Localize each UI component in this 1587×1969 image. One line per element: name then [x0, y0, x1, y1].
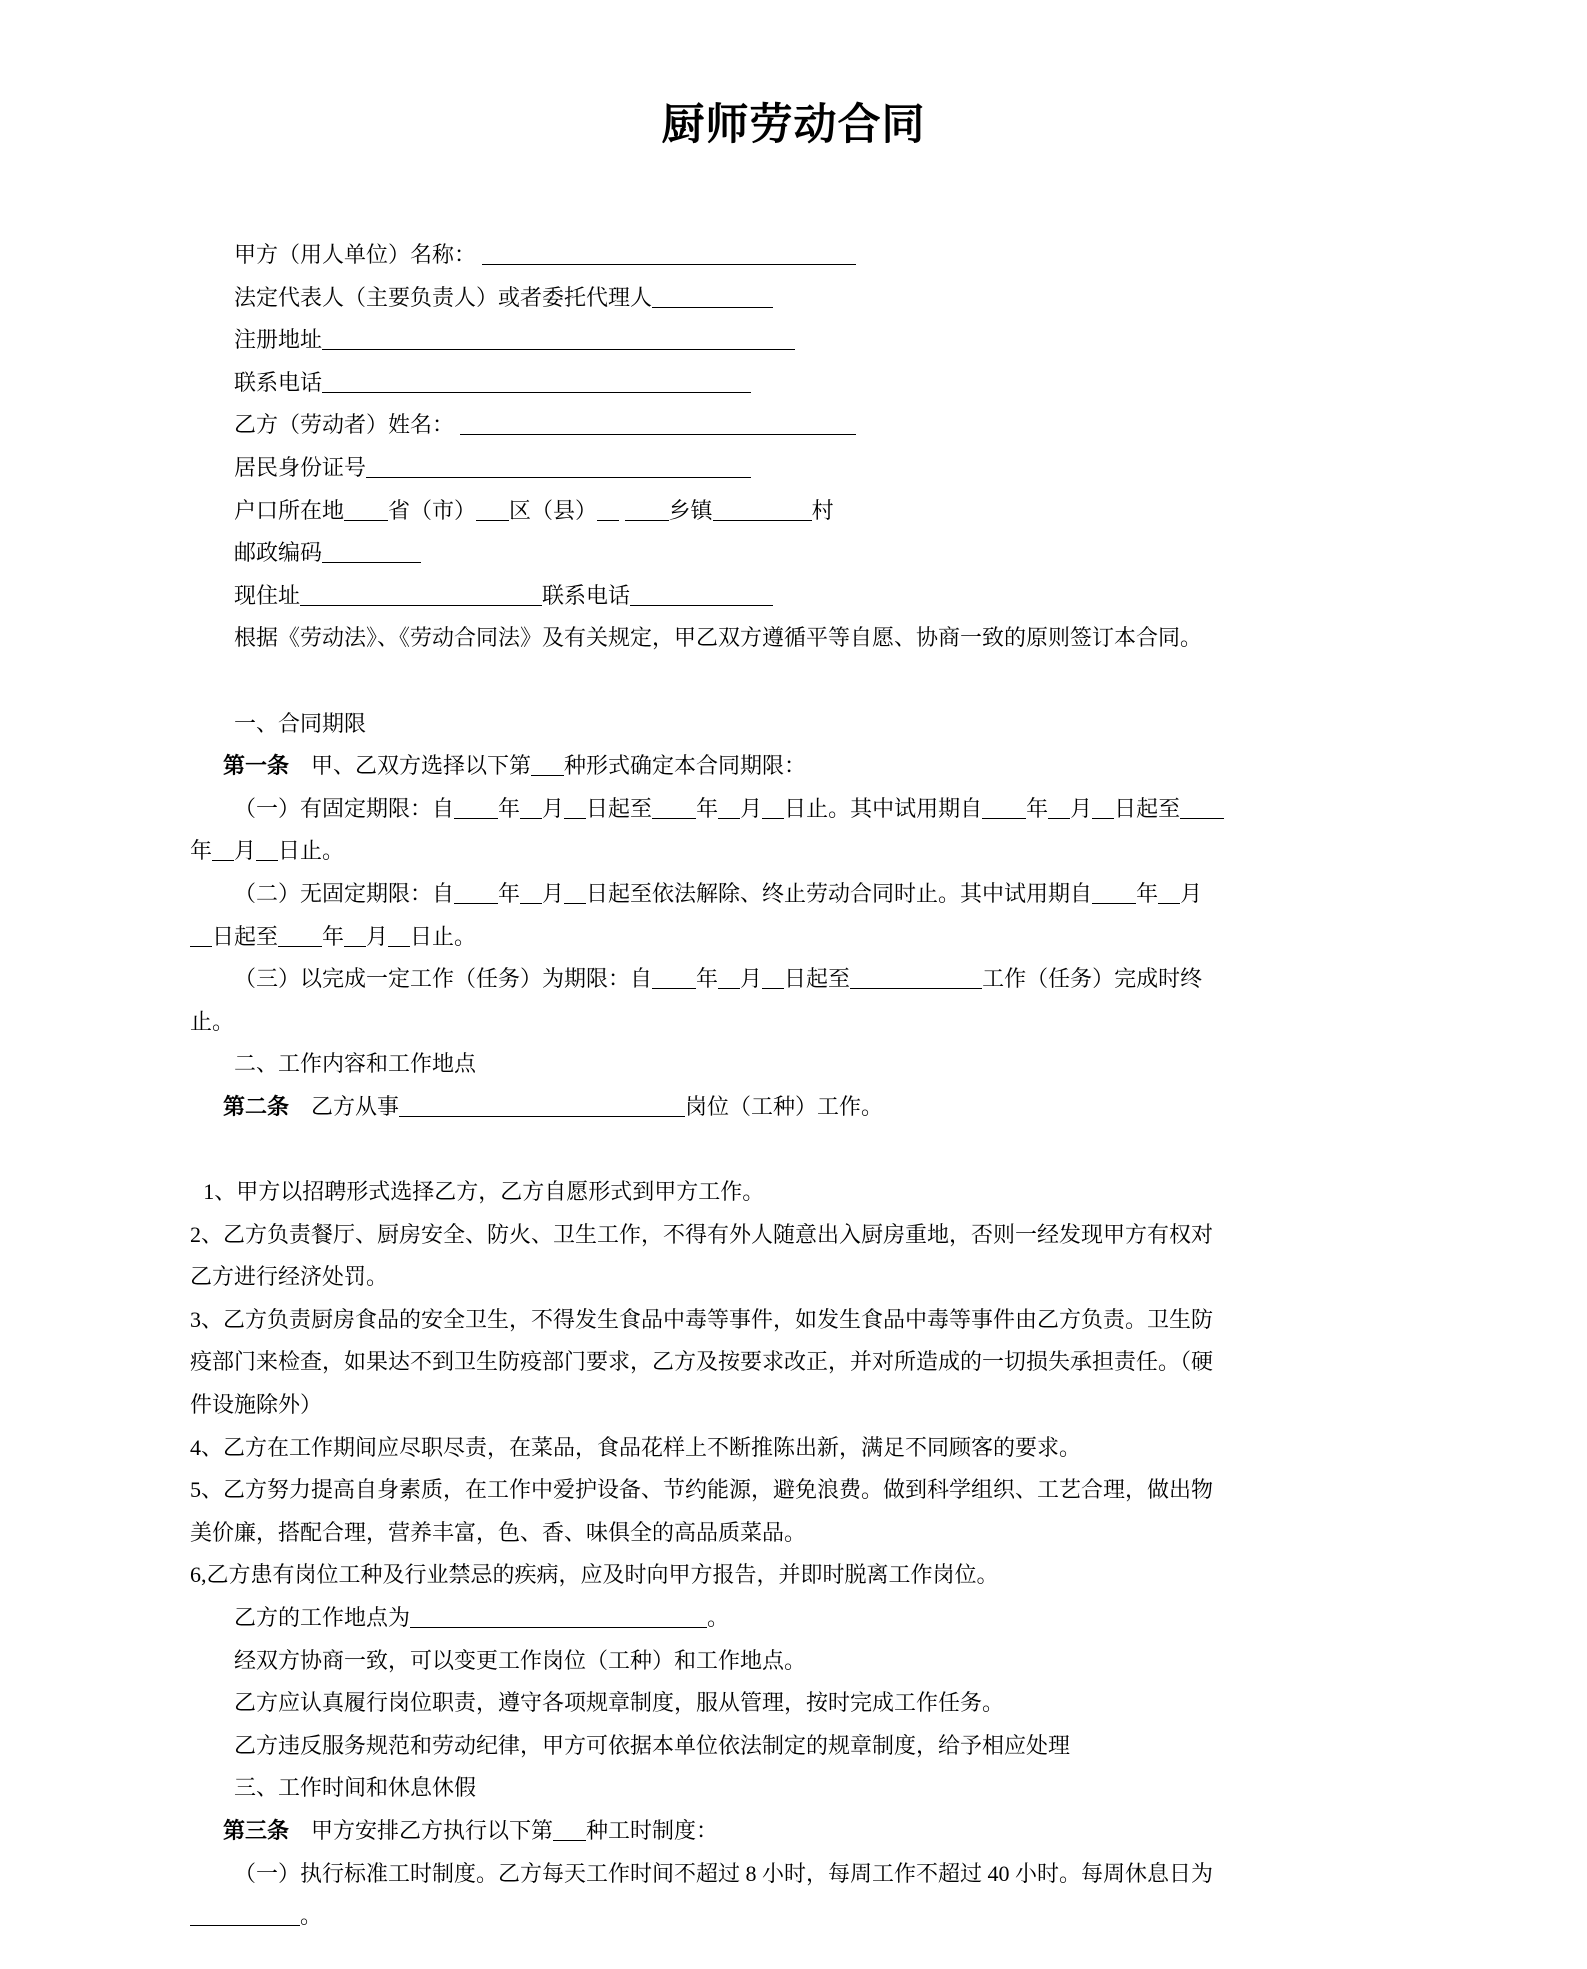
fill-in-blank-line	[1158, 884, 1180, 904]
text-run: 甲、乙双方选择以下第	[289, 753, 532, 779]
text-run: 日起至	[212, 923, 279, 949]
fill-in-blank-line	[344, 501, 388, 521]
text-run: （一）有固定期限：自	[234, 795, 455, 821]
text-run: 日止。	[410, 923, 477, 949]
text-run: 工作（任务）完成时终	[982, 966, 1203, 992]
contract-line	[190, 1256, 1397, 1299]
contract-line	[190, 234, 1397, 277]
contract-line	[190, 362, 1397, 405]
text-run: 邮政编码	[234, 540, 323, 566]
text-run: 年	[498, 795, 521, 821]
bold-text-run: 第三条	[223, 1817, 290, 1843]
text-run: 年	[1026, 795, 1049, 821]
fill-in-blank-line	[520, 799, 542, 819]
fill-in-blank-line	[597, 501, 619, 521]
fill-in-blank-line	[718, 799, 740, 819]
text-run: 年	[190, 838, 213, 864]
contract-line	[190, 788, 1397, 831]
contract-line	[190, 958, 1397, 1001]
text-run: 乙方（劳动者）姓名：	[234, 412, 460, 438]
contract-line	[190, 617, 1397, 660]
text-run: 年	[696, 966, 719, 992]
fill-in-blank-line	[278, 927, 322, 947]
fill-in-blank-line	[652, 288, 773, 308]
fill-in-blank-line	[212, 842, 234, 862]
text-run: 户口所在地	[234, 497, 345, 523]
contract-line	[190, 1512, 1397, 1555]
contract-line	[190, 1384, 1397, 1427]
contract-line	[190, 1171, 1397, 1214]
text-run: 种形式确定本合同期限：	[564, 753, 807, 779]
text-run: 乡镇	[668, 497, 713, 523]
text-run: 居民身份证号	[234, 454, 367, 480]
text-run: 根据《劳动法》、《劳动合同法》及有关规定，甲乙双方遵循平等自愿、协商一致的原则签订本合同。	[234, 625, 1203, 651]
fill-in-blank-line	[322, 543, 421, 563]
fill-in-blank-line	[410, 1608, 707, 1628]
text-run: 注册地址	[234, 327, 323, 353]
bold-text-run: 第二条	[223, 1093, 290, 1119]
contract-line	[190, 575, 1397, 618]
contract-line	[190, 1640, 1397, 1683]
contract-line	[190, 1767, 1397, 1810]
text-run: 区（县）	[509, 497, 598, 523]
text-run: 月	[740, 966, 763, 992]
fill-in-blank-line	[366, 458, 751, 478]
text-run: 现住址	[234, 582, 301, 608]
contract-line	[190, 1554, 1397, 1597]
fill-in-blank-line	[982, 799, 1026, 819]
fill-in-blank-line	[850, 969, 982, 989]
contract-line	[190, 1810, 1397, 1853]
text-run: 村	[811, 497, 834, 523]
text-run: 乙方违反服务规范和劳动纪律，甲方可依据本单位依法制定的规章制度，给予相应处理	[234, 1732, 1071, 1758]
text-run: 月	[542, 795, 565, 821]
fill-in-blank-line	[762, 799, 784, 819]
contract-line	[190, 404, 1397, 447]
fill-in-blank-line	[630, 586, 773, 606]
text-run: 二、工作内容和工作地点	[234, 1051, 477, 1077]
text-run: 月	[234, 838, 257, 864]
contract-line	[190, 1341, 1397, 1384]
contract-line	[190, 1469, 1397, 1512]
text-run: 日止。	[278, 838, 345, 864]
text-run: 月	[366, 923, 389, 949]
fill-in-blank-line	[190, 927, 212, 947]
text-run: （一）执行标准工时制度。乙方每天工作时间不超过 8 小时，每周工作不超过 40 小时。每周休息日为	[234, 1860, 1214, 1886]
fill-in-blank-line	[553, 1821, 586, 1841]
fill-in-blank-line	[190, 1906, 300, 1926]
fill-in-blank-line	[344, 927, 366, 947]
text-run: 乙方的工作地点为	[234, 1605, 411, 1630]
text-run: 6,乙方患有岗位工种及行业禁忌的疾病，应及时向甲方报告，并即时脱离工作岗位。	[190, 1562, 999, 1588]
contract-line	[190, 1043, 1397, 1086]
text-run: 疫部门来检查，如果达不到卫生防疫部门要求，乙方及按要求改正，并对所造成的一切损失承担责任。（硬	[190, 1349, 1214, 1375]
contract-lines	[190, 234, 1397, 1938]
contract-line	[190, 1853, 1397, 1896]
fill-in-blank-line	[1092, 799, 1114, 819]
contract-line	[190, 319, 1397, 362]
text-run: 止。	[190, 1008, 235, 1034]
text-run: 联系电话	[234, 369, 323, 395]
text-run: 年	[1136, 880, 1159, 906]
text-run: 5、乙方努力提高自身素质，在工作中爱护设备、节约能源，避免浪费。做到科学组织、工艺合理，做出物	[190, 1477, 1214, 1503]
contract-line	[190, 1597, 1397, 1640]
text-run: 乙方从事	[289, 1093, 400, 1119]
text-run: 日起至依法解除、终止劳动合同时止。其中试用期自	[586, 880, 1093, 906]
document-title: 厨师劳动合同	[661, 102, 926, 149]
fill-in-blank-line	[399, 1097, 685, 1117]
contract-line	[190, 1682, 1397, 1725]
fill-in-blank-line	[520, 884, 542, 904]
text-run: 日起至	[784, 966, 851, 992]
contract-line	[190, 873, 1397, 916]
contract-line	[190, 1299, 1397, 1342]
text-run: 。	[300, 1903, 323, 1929]
contract-line	[190, 1427, 1397, 1470]
text-run: 月	[1070, 795, 1093, 821]
text-run: 甲方安排乙方执行以下第	[289, 1817, 554, 1843]
contract-line	[190, 916, 1397, 959]
text-run: 乙方进行经济处罚。	[190, 1264, 389, 1290]
contract-line	[190, 1895, 1397, 1938]
text-run: 省（市）	[388, 497, 477, 523]
contract-line	[190, 447, 1397, 490]
fill-in-blank-line	[454, 799, 498, 819]
blank-line	[190, 660, 1397, 703]
text-run: 日止。其中试用期自	[784, 795, 983, 821]
text-run: 月	[1180, 880, 1203, 906]
contract-line	[190, 1214, 1397, 1257]
fill-in-blank-line	[454, 884, 498, 904]
text-run: 月	[542, 880, 565, 906]
text-run: 甲方（用人单位）名称：	[234, 242, 482, 267]
fill-in-blank-line	[625, 501, 669, 521]
fill-in-blank-line	[718, 969, 740, 989]
text-run: 件设施除外）	[190, 1392, 323, 1418]
text-run: 2、乙方负责餐厅、厨房安全、防火、卫生工作，不得有外人随意出入厨房重地，否则一经发现甲方有权对	[190, 1221, 1214, 1247]
fill-in-blank-line	[713, 501, 812, 521]
contract-line	[190, 490, 1397, 533]
fill-in-blank-line	[476, 501, 509, 521]
text-run: 法定代表人（主要负责人）或者委托代理人	[234, 284, 653, 310]
text-run: 1、甲方以招聘形式选择乙方，乙方自愿形式到甲方工作。	[203, 1179, 765, 1205]
text-run: 3、乙方负责厨房食品的安全卫生，不得发生食品中毒等事件，如发生食品中毒等事件由乙方负责。卫生防	[190, 1306, 1214, 1332]
text-run: 年	[498, 880, 521, 906]
text-run: 美价廉，搭配合理，营养丰富，色、香、味俱全的高品质菜品。	[190, 1519, 807, 1545]
contract-line	[190, 277, 1397, 320]
text-run: 年	[696, 795, 719, 821]
fill-in-blank-line	[652, 969, 696, 989]
fill-in-blank-line	[564, 799, 586, 819]
text-run: 联系电话	[542, 582, 631, 608]
fill-in-blank-line	[300, 586, 542, 606]
bold-text-run: 第一条	[223, 753, 290, 779]
fill-in-blank-line	[652, 799, 696, 819]
fill-in-blank-line	[564, 884, 586, 904]
text-run: 三、工作时间和休息休假	[234, 1775, 477, 1801]
contract-line	[190, 830, 1397, 873]
fill-in-blank-line	[460, 416, 856, 436]
contract-line	[190, 1001, 1397, 1044]
fill-in-blank-line	[388, 927, 410, 947]
text-run: 经双方协商一致，可以变更工作岗位（工种）和工作地点。	[234, 1647, 807, 1673]
text-run: 乙方应认真履行岗位职责，遵守各项规章制度，服从管理，按时完成工作任务。	[234, 1690, 1005, 1716]
text-run: （二）无固定期限：自	[234, 880, 455, 906]
text-run: 岗位（工种）工作。	[685, 1093, 884, 1119]
text-run: 月	[740, 795, 763, 821]
text-run: 4、乙方在工作期间应尽职尽责，在菜品，食品花样上不断推陈出新，满足不同顾客的要求。	[190, 1434, 1082, 1460]
contract-line	[190, 532, 1397, 575]
contract-line	[190, 1725, 1397, 1768]
fill-in-blank-line	[1048, 799, 1070, 819]
text-run: 日起至	[586, 795, 653, 821]
fill-in-blank-line	[482, 245, 856, 265]
fill-in-blank-line	[1092, 884, 1136, 904]
text-run: 一、合同期限	[234, 710, 367, 736]
fill-in-blank-line	[322, 373, 751, 393]
fill-in-blank-line	[762, 969, 784, 989]
fill-in-blank-line	[322, 331, 795, 351]
text-run: 年	[322, 923, 345, 949]
text-run: 。	[707, 1605, 730, 1630]
fill-in-blank-line	[256, 842, 278, 862]
text-run: （三）以完成一定工作（任务）为期限：自	[234, 966, 653, 992]
contract-line	[190, 745, 1397, 788]
contract-line	[190, 703, 1397, 746]
contract-line	[190, 1086, 1397, 1129]
fill-in-blank-line	[531, 756, 564, 776]
text-run: 日起至	[1114, 795, 1181, 821]
fill-in-blank-line	[1180, 799, 1224, 819]
blank-line	[190, 1128, 1397, 1171]
text-run: 种工时制度：	[586, 1817, 719, 1843]
